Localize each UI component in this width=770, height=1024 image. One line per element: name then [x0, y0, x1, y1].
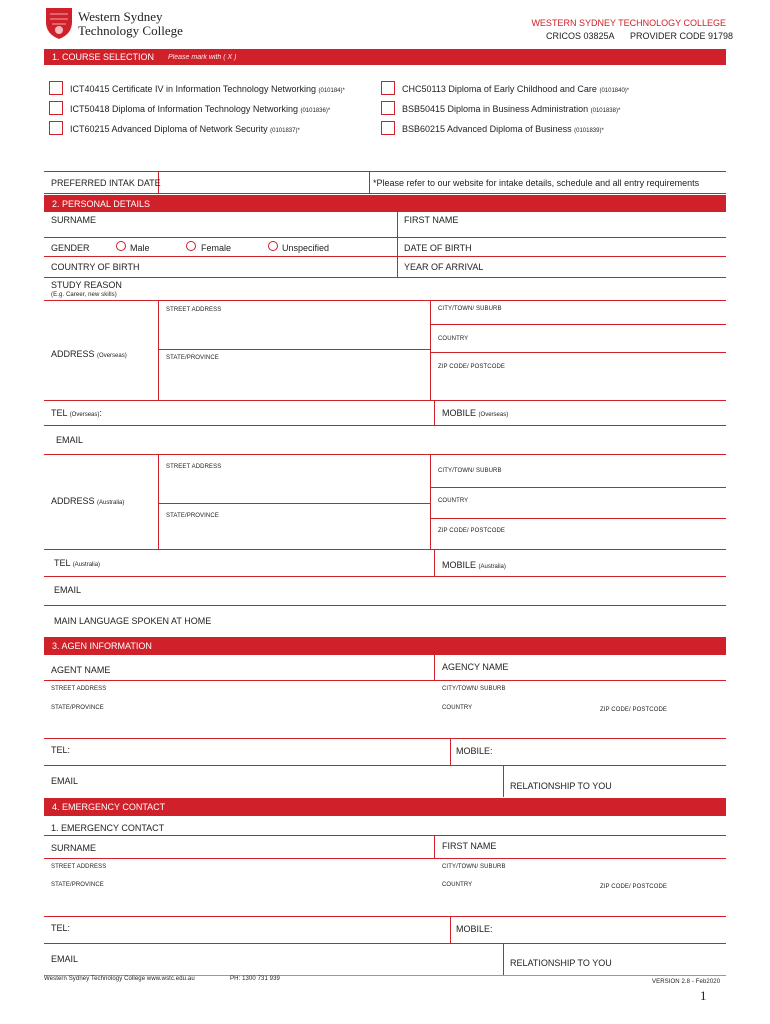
agent-info-header — [44, 637, 726, 655]
emergency-country-label: COUNTRY — [442, 882, 473, 888]
checkbox-ict40415[interactable] — [49, 81, 63, 95]
agent-email-label: EMAIL — [51, 776, 79, 786]
gender-female-label: Female — [201, 243, 232, 253]
course-bsb50415: BSB50415 Diploma in Business Administration (0101838)* — [402, 104, 621, 114]
course-ict60215: ICT60215 Advanced Diploma of Network Security (0101837)* — [70, 124, 300, 134]
gender-unspecified-radio[interactable] — [268, 241, 278, 251]
checkbox-chc50113[interactable] — [381, 81, 395, 95]
college-logo — [44, 6, 74, 40]
gender-male-label: Male — [130, 243, 150, 253]
country-of-birth-label: COUNTRY OF BIRTH — [51, 262, 140, 272]
emergency-city-label: CITY/TOWN/ SUBURB — [442, 864, 506, 870]
emergency-first-name-label: FIRST NAME — [442, 841, 497, 851]
agent-tel-label: TEL: — [51, 745, 71, 755]
personal-details-header — [44, 195, 726, 212]
emergency-email-label: EMAIL — [51, 954, 79, 964]
mobile-overseas-label: MOBILE (Overseas) — [442, 408, 509, 418]
emergency-zip-label: ZIP CODE/ POSTCODE — [600, 884, 668, 890]
study-reason-hint: (E.g. Career, new skills) — [51, 292, 117, 298]
overseas-country-label: COUNTRY — [438, 336, 469, 342]
main-language-label: MAIN LANGUAGE SPOKEN AT HOME — [54, 616, 212, 626]
agent-info-title: 3. AGEN INFORMATION — [52, 641, 152, 651]
provider-code: PROVIDER CODE 91798 — [630, 31, 734, 41]
personal-details-title: 2. PERSONAL DETAILS — [52, 198, 151, 209]
agent-relationship-label: RELATIONSHIP TO YOU — [510, 781, 612, 791]
course-bsb60215: BSB60215 Advanced Diploma of Business (0101839)* — [402, 124, 604, 134]
year-of-arrival-label: YEAR OF ARRIVAL — [404, 262, 484, 272]
cricos-code: CRICOS 03825A — [546, 31, 615, 41]
emergency-contact-header — [44, 798, 726, 816]
logo-line1: Western Sydney — [78, 9, 163, 24]
first-name-label: FIRST NAME — [404, 215, 459, 225]
email-overseas-label: EMAIL — [56, 435, 84, 445]
tel-overseas-label: TEL (Overseas): — [51, 408, 102, 418]
agent-street-label: STREET ADDRESS — [51, 686, 107, 692]
study-reason-label: STUDY REASON — [51, 280, 122, 290]
email-australia-label: EMAIL — [54, 585, 82, 595]
mobile-australia-label: MOBILE (Australia) — [442, 560, 506, 570]
au-state-label: STATE/PROVINCE — [166, 513, 219, 519]
surname-label: SURNAME — [51, 215, 97, 225]
course-ict40415: ICT40415 Certificate IV in Information Technology Networking (010184)* — [70, 84, 345, 94]
dob-label: DATE OF BIRTH — [404, 243, 472, 253]
college-name: WESTERN SYDNEY TECHNOLOGY COLLEGE — [531, 18, 726, 28]
agency-name-label: AGENCY NAME — [442, 662, 509, 672]
course-selection-header — [44, 49, 726, 65]
intake-label: PREFERRED INTAK DATE — [51, 178, 161, 188]
agent-state-label: STATE/PROVINCE — [51, 705, 104, 711]
footer-college: Western Sydney Technology College www.wstc.edu.au — [44, 976, 195, 982]
overseas-zip-label: ZIP CODE/ POSTCODE — [438, 364, 506, 370]
emergency-subtitle: 1. EMERGENCY CONTACT — [51, 823, 165, 833]
checkbox-bsb50415[interactable] — [381, 101, 395, 115]
gender-female-radio[interactable] — [186, 241, 196, 251]
checkbox-ict50418[interactable] — [49, 101, 63, 115]
emergency-surname-label: SURNAME — [51, 843, 97, 853]
emergency-mobile-label: MOBILE: — [456, 924, 493, 934]
gender-unspecified-label: Unspecified — [282, 243, 330, 253]
gender-male-radio[interactable] — [116, 241, 126, 251]
agent-name-label: AGENT NAME — [51, 665, 111, 675]
emergency-street-label: STREET ADDRESS — [51, 864, 107, 870]
tel-australia-label: TEL (Australia) — [54, 558, 101, 568]
overseas-street-label: STREET ADDRESS — [166, 307, 222, 313]
au-city-label: CITY/TOWN/ SUBURB — [438, 468, 502, 474]
address-overseas-label: ADDRESS (Overseas) — [51, 349, 127, 359]
footer-version: VERSION 2.8 - Feb2020 — [652, 979, 721, 985]
emergency-tel-label: TEL: — [51, 923, 71, 933]
overseas-state-label: STATE/PROVINCE — [166, 355, 219, 361]
emergency-relationship-label: RELATIONSHIP TO YOU — [510, 958, 612, 968]
au-country-label: COUNTRY — [438, 498, 469, 504]
course-selection-title: 1. COURSE SELECTION — [52, 52, 155, 62]
logo-text — [78, 10, 183, 38]
agent-zip-label: ZIP CODE/ POSTCODE — [600, 707, 668, 713]
intake-date-field[interactable] — [159, 172, 369, 193]
agent-country-label: COUNTRY — [442, 705, 473, 711]
course-chc50113: CHC50113 Diploma of Early Childhood and Care (0101840)* — [402, 84, 630, 94]
emergency-state-label: STATE/PROVINCE — [51, 882, 104, 888]
agent-city-label: CITY/TOWN/ SUBURB — [442, 686, 506, 692]
intake-note: *Please refer to our website for intake details, schedule and all entry requirements — [373, 178, 700, 188]
gender-label: GENDER — [51, 243, 90, 253]
course-selection-hint: Please mark with ( X ) — [168, 53, 237, 61]
au-zip-label: ZIP CODE/ POSTCODE — [438, 528, 506, 534]
checkbox-ict60215[interactable] — [49, 121, 63, 135]
overseas-city-label: CITY/TOWN/ SUBURB — [438, 306, 502, 312]
course-ict50418: ICT50418 Diploma of Information Technology Networking (0101836)* — [70, 104, 331, 114]
agent-mobile-label: MOBILE: — [456, 746, 493, 756]
checkbox-bsb60215[interactable] — [381, 121, 395, 135]
logo-line2: Technology College — [78, 23, 183, 38]
address-australia-label: ADDRESS (Australia) — [51, 496, 125, 506]
au-street-label: STREET ADDRESS — [166, 464, 222, 470]
emergency-contact-title: 4. EMERGENCY CONTACT — [52, 802, 166, 812]
footer-phone: PH: 1300 731 939 — [230, 976, 280, 982]
page-number: 1 — [700, 988, 707, 1003]
